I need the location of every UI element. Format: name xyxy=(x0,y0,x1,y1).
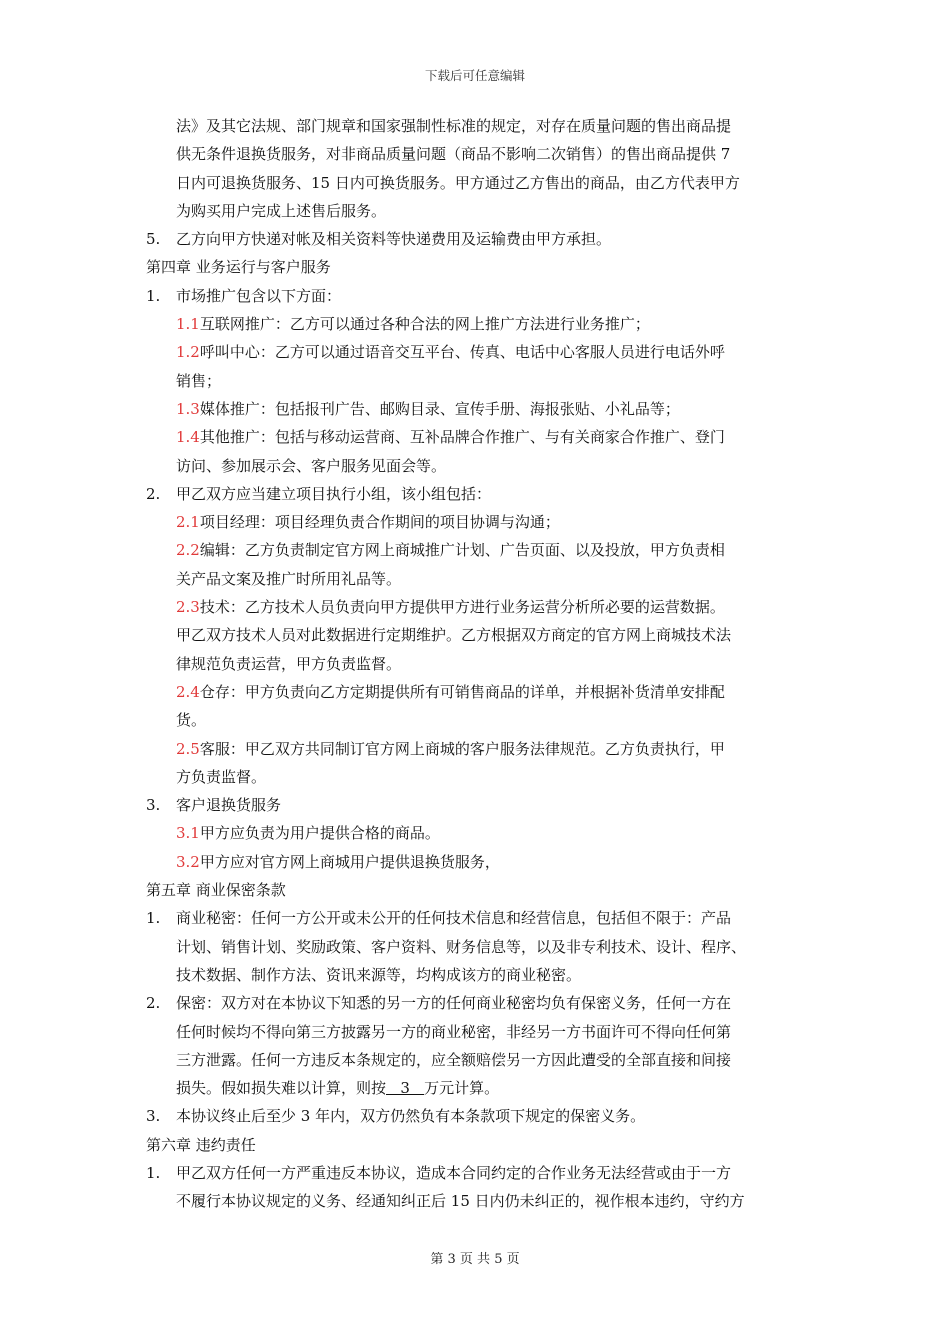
item-text: 商业秘密：任何一方公开或未公开的任何技术信息和经营信息，包括但不限于：产品 xyxy=(176,909,732,928)
chapter-heading: 第六章 违约责任 xyxy=(146,1135,256,1154)
item-text: 不履行本协议规定的义务、经通知纠正后 15 日内仍未纠正的，视作根本违约，守约方 xyxy=(176,1192,745,1211)
item-text: 计划、销售计划、奖励政策、客户资料、财务信息等，以及非专利技术、设计、程序、 xyxy=(176,937,747,956)
penalty-amount: 3 xyxy=(386,1079,425,1098)
item-number: 3. xyxy=(146,796,161,815)
sub-item-text: 技术：乙方技术人员负责向甲方提供甲方进行业务运营分析所必要的运营数据。 xyxy=(199,598,725,617)
item-number: 1. xyxy=(146,286,161,305)
sub-item-text: 编辑：乙方负责制定官方网上商城推广计划、广告页面、以及投放，甲方负责相 xyxy=(199,541,725,560)
sub-item-number: 2.1 xyxy=(176,513,200,532)
item-text: 乙方向甲方快递对帐及相关资料等快递费用及运输费由甲方承担。 xyxy=(176,230,612,249)
list-item xyxy=(146,1102,816,1130)
list-item xyxy=(146,904,816,989)
sub-item-number: 1.3 xyxy=(176,399,200,418)
item-number: 5. xyxy=(146,230,161,249)
sub-item xyxy=(146,310,816,338)
item-number: 2. xyxy=(146,484,161,503)
text-line: 为购买用户完成上述售后服务。 xyxy=(176,201,387,220)
item-number: 1. xyxy=(146,1163,161,1182)
item-text: 客户退换货服务 xyxy=(176,796,282,815)
item-number: 1. xyxy=(146,909,161,928)
item-text: 本协议终止后至少 3 年内，双方仍然负有本条款项下规定的保密义务。 xyxy=(176,1107,646,1126)
sub-item-text: 项目经理：项目经理负责合作期间的项目协调与沟通； xyxy=(199,513,560,532)
sub-item xyxy=(146,536,816,593)
sub-item-number: 1.4 xyxy=(176,428,200,447)
sub-item-number: 1.1 xyxy=(176,315,200,334)
sub-item-text: 方负责监督。 xyxy=(176,767,267,786)
sub-item-text: 媒体推广：包括报刊广告、邮购目录、宣传手册、海报张贴、小礼品等； xyxy=(199,399,680,418)
text-line: 法》及其它法规、部门规章和国家强制性标准的规定，对存在质量问题的售出商品提 xyxy=(176,117,732,135)
sub-item xyxy=(146,593,816,678)
sub-item-number: 2.3 xyxy=(176,598,200,617)
sub-item xyxy=(146,395,816,423)
item-text: 技术数据、制作方法、资讯来源等，均构成该方的商业秘密。 xyxy=(176,965,582,984)
chapter-heading: 第四章 业务运行与客户服务 xyxy=(146,258,331,277)
list-item xyxy=(146,480,816,508)
page-footer: 第 3 页 共 5 页 xyxy=(430,1252,520,1267)
sub-item-text: 客服：甲乙双方共同制订官方网上商城的客户服务法律规范。乙方负责执行，甲 xyxy=(199,739,725,758)
sub-item-text: 访问、参加展示会、客户服务见面会等。 xyxy=(176,456,447,475)
sub-item-text: 律规范负责运营，甲方负责监督。 xyxy=(176,654,402,673)
list-item xyxy=(146,225,816,253)
sub-item-number: 2.4 xyxy=(176,682,200,701)
sub-item-text: 甲方应负责为用户提供合格的商品。 xyxy=(199,824,440,843)
sub-item xyxy=(146,508,816,536)
text-line: 日内可退换货服务、15 日内可换货服务。甲方通过乙方售出的商品，由乙方代表甲方 xyxy=(176,173,740,192)
chapter-heading: 第五章 商业保密条款 xyxy=(146,881,286,900)
document-body xyxy=(146,112,816,1216)
continuation-paragraph xyxy=(146,112,816,225)
sub-item-number: 3.2 xyxy=(176,852,200,871)
item-text: 任何时候均不得向第三方披露另一方的商业秘密，非经另一方书面许可不得向任何第 xyxy=(176,1022,732,1041)
sub-item-number: 1.2 xyxy=(176,343,200,362)
sub-item xyxy=(146,819,816,847)
sub-item-text: 互联网推广：乙方可以通过各种合法的网上推广方法进行业务推广； xyxy=(199,315,650,334)
item-number: 2. xyxy=(146,994,161,1013)
list-item xyxy=(146,1159,816,1216)
list-item xyxy=(146,791,816,819)
sub-item xyxy=(146,423,816,480)
text-line: 供无条件退换货服务，对非商品质量问题（商品不影响二次销售）的售出商品提供 7 xyxy=(176,145,731,164)
sub-item-number: 3.1 xyxy=(176,824,200,843)
sub-item xyxy=(146,678,816,735)
sub-item-text: 销售； xyxy=(176,371,222,390)
item-text: 甲乙双方任何一方严重违反本协议，造成本合同约定的合作业务无法经营或由于一方 xyxy=(176,1163,732,1182)
item-text: 万元计算。 xyxy=(424,1079,500,1098)
item-number: 3. xyxy=(146,1107,161,1126)
item-text: 保密：双方对在本协议下知悉的另一方的任何商业秘密均负有保密义务，任何一方在 xyxy=(176,994,732,1013)
list-item xyxy=(146,989,816,1102)
sub-item-text: 呼叫中心：乙方可以通过语音交互平台、传真、电话中心客服人员进行电话外呼 xyxy=(199,343,725,362)
item-text: 损失。假如损失难以计算，则按 xyxy=(176,1079,387,1098)
item-text: 市场推广包含以下方面： xyxy=(176,286,342,305)
sub-item-text: 货。 xyxy=(176,711,207,730)
sub-item-text: 关产品文案及推广时所用礼品等。 xyxy=(176,569,402,588)
sub-item-text: 甲方应对官方网上商城用户提供退换货服务， xyxy=(199,852,500,871)
sub-item-text: 甲乙双方技术人员对此数据进行定期维护。乙方根据双方商定的官方网上商城技术法 xyxy=(176,626,732,645)
item-text: 甲乙双方应当建立项目执行小组，该小组包括： xyxy=(176,484,492,503)
item-text: 三方泄露。任何一方违反本条规定的，应全额赔偿另一方因此遭受的全部直接和间接 xyxy=(176,1050,732,1069)
sub-item xyxy=(146,338,816,395)
sub-item-number: 2.2 xyxy=(176,541,200,560)
sub-item xyxy=(146,735,816,792)
sub-item-number: 2.5 xyxy=(176,739,200,758)
page-header: 下载后可任意编辑 xyxy=(424,68,525,83)
sub-item-text: 仓存：甲方负责向乙方定期提供所有可销售商品的详单，并根据补货清单安排配 xyxy=(199,682,725,701)
sub-item xyxy=(146,848,816,876)
sub-item-text: 其他推广：包括与移动运营商、互补品牌合作推广、与有关商家合作推广、登门 xyxy=(199,428,725,447)
list-item xyxy=(146,282,816,310)
